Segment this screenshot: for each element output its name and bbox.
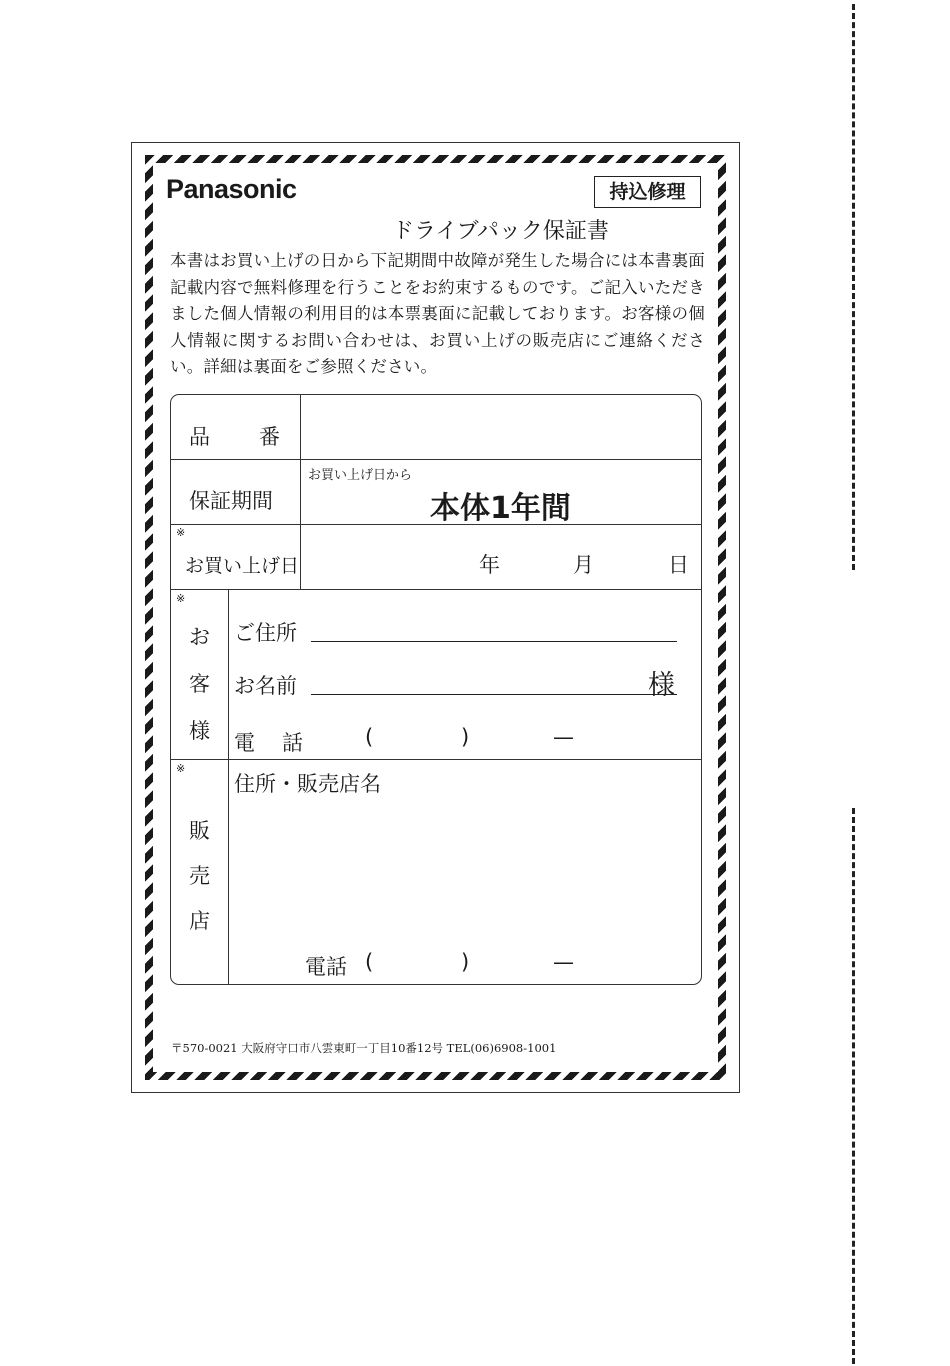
- customer-phone-label-a: 電: [234, 731, 255, 755]
- dealer-phone-dash: —: [553, 950, 574, 974]
- panasonic-logo: Panasonic: [166, 174, 297, 204]
- customer-phone-dash: —: [553, 725, 574, 749]
- month-label: 月: [573, 553, 594, 577]
- product-number-label-b: 番: [259, 425, 280, 449]
- customer-name-suffix: 様: [648, 670, 675, 701]
- purchase-date-label: お買い上げ日: [185, 555, 300, 577]
- cut-line-bottom: [852, 808, 855, 1364]
- customer-name-field[interactable]: [311, 694, 677, 695]
- customer-mark: ※: [176, 592, 186, 605]
- customer-phone-field[interactable]: [351, 725, 691, 755]
- customer-phone-label-b: 話: [282, 731, 303, 755]
- dealer-phone-field[interactable]: [351, 948, 691, 978]
- dealer-label-char: 店: [189, 909, 210, 933]
- customer-label-char: 客: [189, 672, 210, 696]
- warranty-period-label: 保証期間: [189, 489, 273, 513]
- cut-line-top: [852, 4, 855, 570]
- day-label: 日: [668, 553, 689, 577]
- intro-text: 本書はお買い上げの日から下記期間中故障が発生した場合には本書裏面記載内容で無料修理を行うことをお約束するものです。ご記入いただきました個人情報の利用目的は本票裏面に記載しております。お客様の個人情報に関するお問い合わせは、お買い上げの販売店にご連絡ください。詳細は裏面をご参照ください。: [170, 251, 705, 376]
- customer-label-char: お: [189, 625, 210, 649]
- row-divider: [171, 589, 701, 590]
- product-number-label-a: 品: [189, 425, 210, 449]
- row-divider: [171, 759, 701, 760]
- customer-phone-paren-close: ): [461, 725, 470, 749]
- col-divider: [228, 589, 229, 984]
- warranty-period-note: お買い上げ日から: [308, 468, 413, 483]
- dealer-label-char: 売: [189, 864, 210, 888]
- dealer-phone-paren-open: (: [365, 950, 374, 974]
- customer-address-field[interactable]: [311, 641, 677, 642]
- footer-address: 〒570-0021 大阪府守口市八雲東町一丁目10番12号 TEL(06)6908-1001: [171, 1041, 557, 1055]
- dealer-mark: ※: [176, 762, 186, 775]
- dealer-address-label: 住所・販売店名: [234, 772, 381, 796]
- repair-type-badge: 持込修理: [594, 176, 701, 208]
- product-number-field[interactable]: [302, 397, 700, 457]
- customer-address-label: ご住所: [234, 621, 297, 645]
- dealer-address-field[interactable]: [234, 799, 694, 939]
- dealer-label-char: 販: [189, 819, 210, 843]
- warranty-period-value: 本体1年間: [430, 491, 571, 526]
- customer-phone-paren-open: (: [365, 725, 374, 749]
- row-divider: [171, 459, 701, 460]
- year-label: 年: [479, 553, 500, 577]
- customer-name-label: お名前: [234, 674, 297, 698]
- document-title: ドライブパック保証書: [392, 219, 609, 244]
- purchase-date-mark: ※: [176, 526, 186, 539]
- dealer-phone-label: 電話: [305, 955, 347, 979]
- dealer-phone-paren-close: ): [461, 950, 470, 974]
- customer-label-char: 様: [189, 719, 210, 743]
- purchase-date-field[interactable]: [302, 526, 700, 587]
- warranty-form: [170, 394, 702, 985]
- col-divider: [300, 395, 301, 589]
